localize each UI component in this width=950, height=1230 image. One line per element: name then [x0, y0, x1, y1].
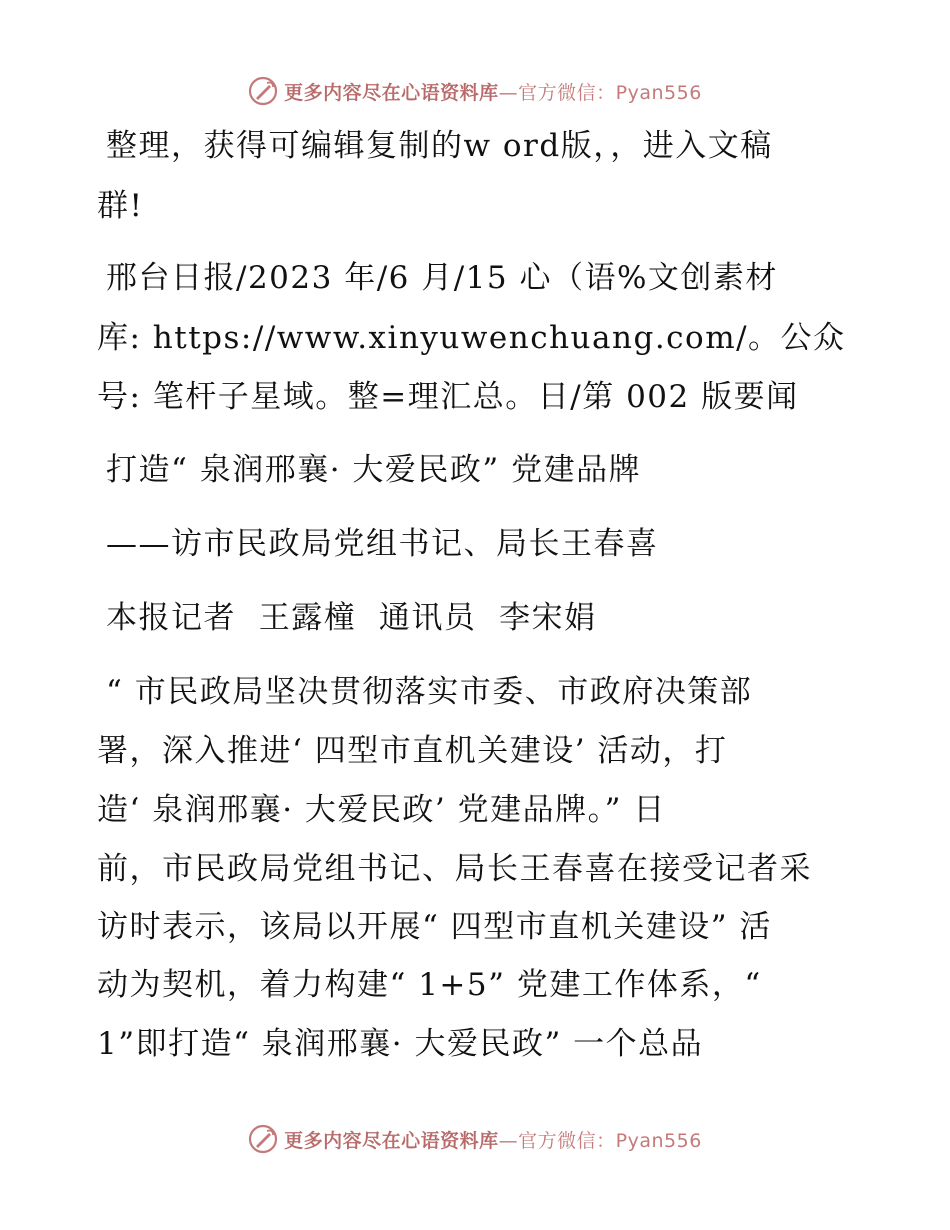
body-line: 造‘ 泉润邢襄· 大爱民政’ 党建品牌。” 日 [97, 792, 666, 828]
banner-wechat-text: 官方微信：Pyan556 [518, 81, 702, 104]
body-line: “ 市民政局坚决贯彻落实市委、市政府决策部 [106, 674, 753, 710]
banner-separator: — [498, 81, 519, 104]
footer-banner-text [284, 1126, 702, 1153]
banner-wechat-text: 官方微信：Pyan556 [518, 1129, 702, 1152]
source-line-3: 号: 笔杆子星域。整=理汇总。日/第 002 版要闻 [97, 379, 799, 415]
body-line: 前，市民政局党组书记、局长王春喜在接受记者采 [97, 851, 812, 887]
intro-line-2: 群! [97, 188, 144, 224]
article-subtitle: ——访市民政局党组书记、局长王春喜 [106, 526, 659, 562]
article-title: 打造“ 泉润邢襄· 大爱民政” 党建品牌 [106, 452, 642, 488]
body-line: 1”即打造“ 泉润邢襄· 大爱民政” 一个总品 [97, 1026, 704, 1062]
footer-watermark-banner [0, 1122, 950, 1156]
article-byline: 本报记者 王露橦 通讯员 李宋娟 [106, 600, 597, 636]
intro-line-1: 整理，获得可编辑复制的w ord版，，进入文稿 [106, 128, 773, 164]
banner-main-text: 更多内容尽在心语资料库 [284, 81, 499, 104]
source-line-1: 邢台日报/2023 年/6 月/15 心（语%文创素材 [106, 260, 778, 296]
banner-separator: — [498, 1129, 519, 1152]
banner-main-text: 更多内容尽在心语资料库 [284, 1129, 499, 1152]
body-line: 动为契机，着力构建“ 1+5” 党建工作体系，“ [97, 967, 762, 1003]
quill-logo-icon [248, 1124, 278, 1154]
source-line-2: 库: https://www.xinyuwenchuang.com/。公众 [97, 320, 846, 356]
body-line: 署，深入推进‘ 四型市直机关建设’ 活动，打 [97, 733, 728, 769]
body-line: 访时表示，该局以开展“ 四型市直机关建设” 活 [97, 909, 772, 945]
